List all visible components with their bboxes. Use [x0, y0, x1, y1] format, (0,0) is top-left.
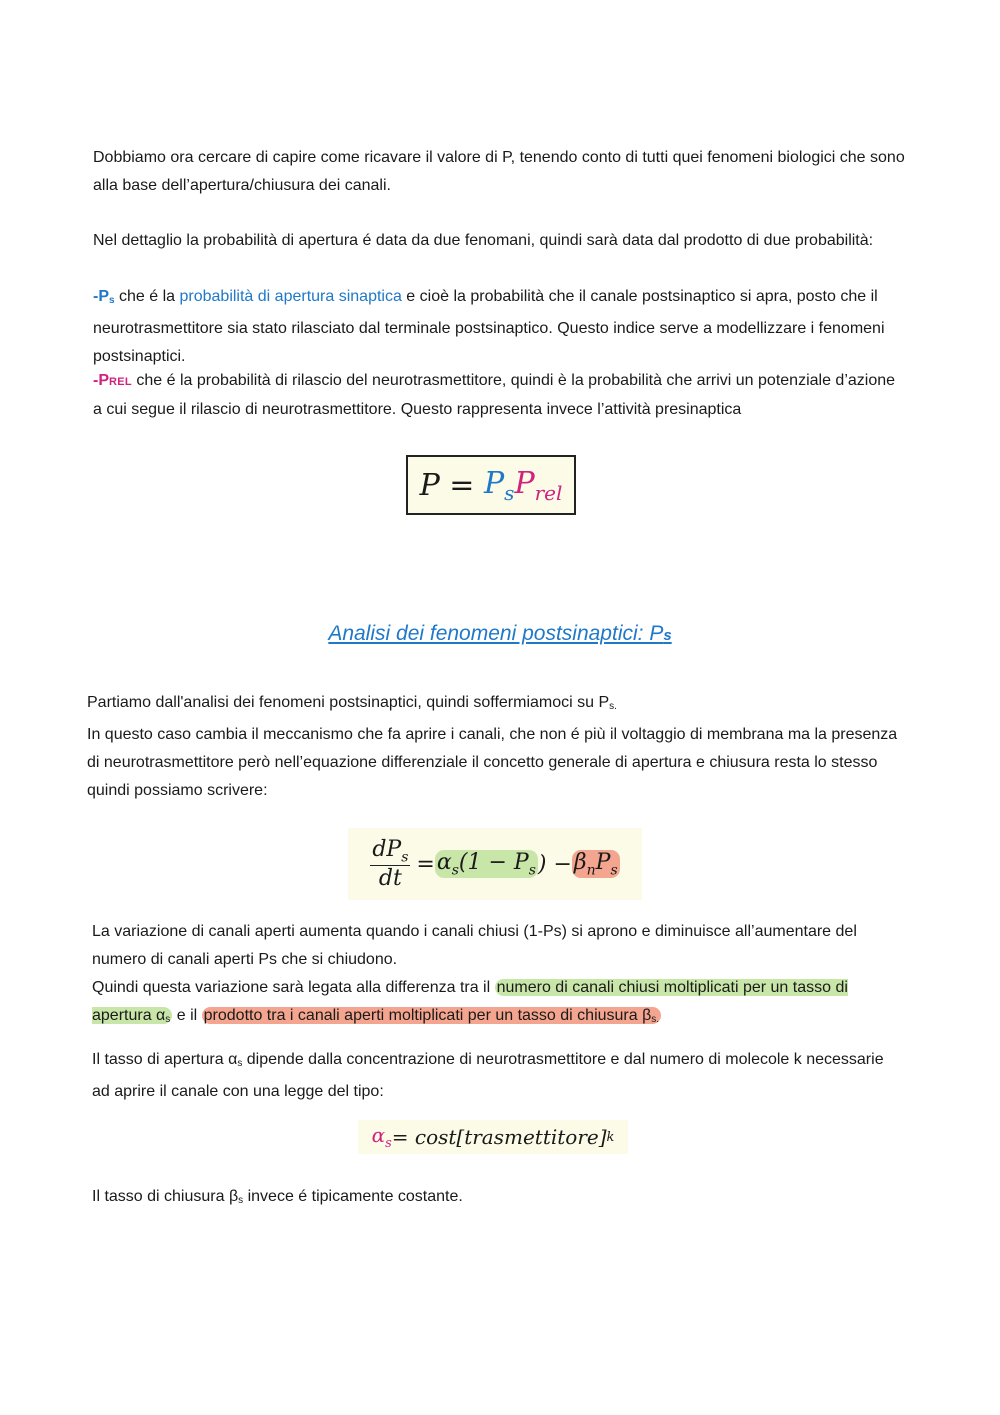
postsynaptic-line2: In questo caso cambia il meccanismo che fa aprire i canali, che non é più il voltaggio di membrana ma la presenza di neurotrasmettitore però nell’equazione differenziale il concetto generale di apertura e chiusura resta lo stesso quindi possiamo scrivere:	[87, 726, 898, 799]
ps-term-link: probabilità di apertura sinaptica	[179, 288, 402, 305]
ps-definition	[93, 283, 908, 371]
probability-paragraph	[93, 227, 923, 255]
eq2-closing-term: $\beta_nP_s$	[573, 849, 618, 879]
eq3-alpha: $\alpha_s$	[371, 1123, 392, 1151]
eq1-lhs: P =	[419, 467, 475, 503]
variation-line2: Quindi questa variazione sarà legata alla differenza tra il	[92, 979, 495, 996]
variation-paragraph: La variazione di canali aperti aumenta quando i canali chiusi (1-Ps) si aprono e diminuisce all’aumentare del numero di canali aperti Ps che si chiudono. Quindi questa variazione sarà legata alla differenza tra il numero di canali chiusi moltiplicati per un tasso di apertura $\alpha_s$ e il prodotto tra i canali aperti moltiplicati per un tasso di chiusura $\beta_{s.}$	[92, 923, 857, 1025]
postsynaptic-line1: Partiamo dall'analisi dei fenomeni postsinaptici, quindi soffermiamoci su P	[87, 694, 610, 711]
prel-definition	[93, 367, 908, 424]
prel-text: che é la probabilità di rilascio del neurotrasmettitore, quindi è la probabilità che arrivi un potenziale d’azione a cui segue il rilascio di neurotrasmettitore. Questo rappresenta invece l’attività presinaptica	[93, 372, 896, 418]
eq2-opening-term: $\alpha_s(1 - P_s$	[436, 849, 536, 879]
red-highlight: prodotto tra i canali aperti moltiplicati per un tasso di chiusura $\beta_{s.}$	[203, 1007, 660, 1025]
alpha-text-a: Il tasso di apertura α	[92, 1051, 238, 1068]
eq1-prel: $P_{rel}$	[514, 465, 563, 505]
green-highlight: numero di canali chiusi moltiplicati per un tasso di apertura $\alpha_s$	[92, 979, 848, 1025]
section-heading: Analisi dei fenomeni postsinaptici: Ps	[328, 622, 672, 645]
equation-p-product	[406, 455, 576, 515]
equation-alpha: $\alpha_s$ = cost[trasmettitore] k	[358, 1120, 628, 1154]
ps-text-a: che é la	[114, 288, 180, 305]
equation-dps-dt: $\frac{dP_s}{dt}$ = $\alpha_s(1 - P_s$ ) − $\beta_nP_s$	[348, 828, 642, 900]
ps-symbol: $-P_s$	[93, 288, 115, 306]
alpha-paragraph: Il tasso di apertura $\alpha_s$ dipende dalla concentrazione di neurotrasmettitore e dal numero di molecole k necessarie ad aprire il canale con una legge del tipo:	[92, 1051, 884, 1100]
intro-text: Dobbiamo ora cercare di capire come ricavare il valore di P, tenendo conto di tutti quei fenomeni biologici che sono alla base dell’apertura/chiusura dei canali.	[93, 149, 905, 194]
beta-paragraph: Il tasso di chiusura $\beta_s$ invece é tipicamente costante.	[92, 1188, 463, 1206]
intro-paragraph	[93, 144, 908, 200]
eq2-fraction: $\frac{dP_s}{dt}$	[372, 836, 409, 892]
alpha-text-b: dipende dalla concentrazione di neurotrasmettitore e dal numero di molecole k necessarie ad aprire il canale con una legge del tipo:	[92, 1051, 884, 1100]
postsynaptic-paragraph: Partiamo dall'analisi dei fenomeni postsinaptici, quindi soffermiamoci su $P_{s.}$ In questo caso cambia il meccanismo che fa aprire i canali, che non é più il voltaggio di membrana ma la presenza di neurotrasmettitore però nell’equazione differenziale il concetto generale di apertura e chiusura resta lo stesso quindi possiamo scrivere:	[87, 694, 898, 799]
ps-text-b: e cioè la probabilità che il canale postsinaptico si apra, posto che il neurotrasmettitore sia stato rilasciato dal terminale postsinaptico. Questo indice serve a modellizzare i fenomeni postsinaptici.	[93, 288, 885, 365]
beta-text-a: Il tasso di chiusura β	[92, 1188, 239, 1205]
beta-text-b: invece é tipicamente costante.	[243, 1188, 463, 1205]
variation-line1: La variazione di canali aperti aumenta quando i canali chiusi (1-Ps) si aprono e diminuisce all’aumentare del numero di canali aperti Ps che si chiudono.	[92, 923, 857, 968]
eq1-ps: $P_s$	[483, 465, 515, 505]
probability-text: Nel dettaglio la probabilità di apertura é data da due fenomani, quindi sarà data dal prodotto di due probabilità:	[93, 232, 874, 249]
prel-symbol: -PREL	[93, 372, 132, 389]
